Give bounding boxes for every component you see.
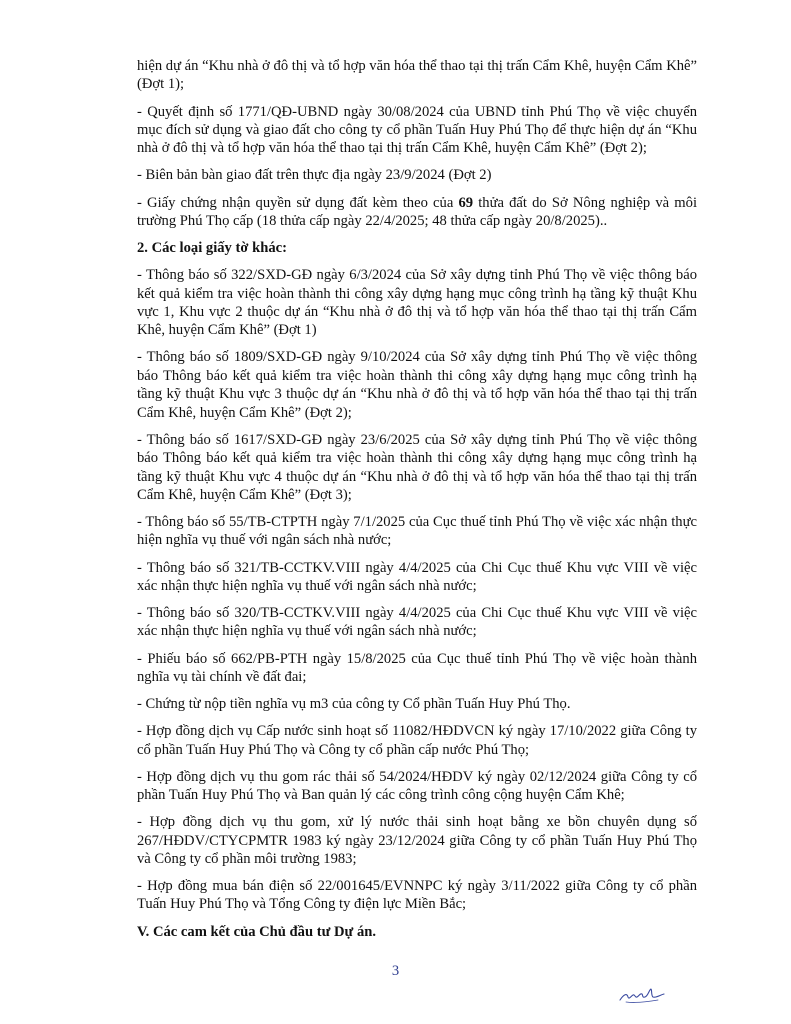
paragraph-electricity-contract: - Hợp đồng mua bán điện số 22/001645/EVNNPC ký ngày 3/11/2022 giữa Công ty cổ phần Tuấn Huy Phú Thọ và Tổng Công ty điện lực Miền Bắc; bbox=[137, 878, 697, 913]
signature-icon bbox=[618, 984, 666, 1006]
paragraph-notice-1617: - Thông báo số 1617/SXD-GĐ ngày 23/6/2025 của Sở xây dựng tỉnh Phú Thọ về việc thông báo Thông báo kết quả kiểm tra việc hoàn thành thi công xây dựng hạng mục công trình hạ tầng kỹ thuật Khu vực 4 thuộc dự án “Khu nhà ở đô thị và tổ hợp văn hóa thể thao tại thị trấn Cẩm Khê, huyện Cẩm Khê” (Đợt 3); bbox=[137, 431, 697, 503]
paragraph-decision-continuation: hiện dự án “Khu nhà ở đô thị và tổ hợp văn hóa thể thao tại thị trấn Cẩm Khê, huyện Cẩm Khê” (Đợt 1); bbox=[137, 58, 697, 93]
paragraph-notice-55: - Thông báo số 55/TB-CTPTH ngày 7/1/2025 của Cục thuế tỉnh Phú Thọ về việc xác nhận thực hiện nghĩa vụ thuế với ngân sách nhà nước; bbox=[137, 514, 697, 549]
paragraph-waste-contract: - Hợp đồng dịch vụ thu gom rác thải số 54/2024/HĐDV ký ngày 02/12/2024 giữa Công ty cổ phần Tuấn Huy Phú Thọ và Ban quản lý các công trình công cộng huyện Cẩm Khê; bbox=[137, 768, 697, 804]
paragraph-notice-322: - Thông báo số 322/SXD-GĐ ngày 6/3/2024 của Sở xây dựng tỉnh Phú Thọ về việc thông báo kết quả kiểm tra việc hoàn thành thi công xây dựng hạng mục công trình hạ tầng kỹ thuật Khu vực 1, Khu vực 2 thuộc dự án “Khu nhà ở đô thị và tổ hợp văn hóa thể thao tại thị trấn Cẩm Khê, huyện Cẩm Khê” (Đợt 1) bbox=[137, 267, 697, 339]
paragraph-land-handover: - Biên bản bàn giao đất trên thực địa ngày 23/9/2024 (Đợt 2) bbox=[137, 167, 492, 184]
gcn-text-before: - Giấy chứng nhận quyền sử dụng đất kèm theo của bbox=[137, 194, 459, 211]
paragraph-receipt-662: - Phiếu báo số 662/PB-PTH ngày 15/8/2025 của Cục thuế tỉnh Phú Thọ về việc hoàn thành nghĩa vụ tài chính về đất đai; bbox=[137, 650, 697, 685]
page-number: 3 bbox=[391, 963, 400, 979]
paragraph-payment-voucher: - Chứng từ nộp tiền nghĩa vụ m3 của công ty Cổ phần Tuấn Huy Phú Thọ. bbox=[137, 696, 571, 713]
paragraph-wastewater-contract: - Hợp đồng dịch vụ thu gom, xử lý nước thải sinh hoạt bằng xe bồn chuyên dụng số 267/HĐDV/CTYCPMTR 1983 ký ngày 23/12/2024 giữa Công ty cổ phần Tuấn Huy Phú Thọ và Công ty cổ phần môi trường 1983; bbox=[137, 814, 697, 867]
section-heading-commitments: V. Các cam kết của Chủ đầu tư Dự án. bbox=[137, 923, 377, 940]
paragraph-water-contract: - Hợp đồng dịch vụ Cấp nước sinh hoạt số 11082/HĐDVCN ký ngày 17/10/2022 giữa Công ty cổ phần Tuấn Huy Phú Thọ và Công ty cổ phần cấp nước Phú Thọ; bbox=[137, 723, 697, 758]
paragraph-land-certificates bbox=[137, 194, 697, 231]
document-body bbox=[137, 57, 697, 950]
gcn-text-after: thửa đất do Sở Nông nghiệp và môi trường Phú Thọ cấp (18 thửa cấp ngày 22/4/2025; 48 thửa cấp ngày 20/8/2025).. bbox=[137, 194, 698, 229]
paragraph-notice-321: - Thông báo số 321/TB-CCTKV.VIII ngày 4/4/2025 của Chi Cục thuế Khu vực VIII về việc xác nhận thực hiện nghĩa vụ thuế với ngân sách nhà nước; bbox=[137, 559, 697, 594]
gcn-plot-count: 69 bbox=[458, 194, 474, 211]
section-heading-other-documents: 2. Các loại giấy tờ khác: bbox=[137, 240, 287, 256]
paragraph-notice-1809: - Thông báo số 1809/SXD-GĐ ngày 9/10/2024 của Sở xây dựng tỉnh Phú Thọ về việc thông báo Thông báo kết quả kiểm tra việc hoàn thành thi công xây dựng hạng mục công trình hạ tầng kỹ thuật Khu vực 3 thuộc dự án “Khu nhà ở đô thị và tổ hợp văn hóa thể thao tại thị trấn Cẩm Khê, huyện Cẩm Khê” (Đợt 2); bbox=[137, 349, 697, 421]
paragraph-notice-320: - Thông báo số 320/TB-CCTKV.VIII ngày 4/4/2025 của Chi Cục thuế Khu vực VIII về việc xác nhận thực hiện nghĩa vụ thuế với ngân sách nhà nước; bbox=[137, 605, 697, 640]
paragraph-decision-1771: - Quyết định số 1771/QĐ-UBND ngày 30/08/2024 của UBND tỉnh Phú Thọ về việc chuyển mục đích sử dụng và giao đất cho công ty cổ phần Tuấn Huy Phú Thọ để thực hiện dự án “Khu nhà ở đô thị và tổ hợp văn hóa thể thao tại thị trấn Cẩm Khê, huyện Cẩm Khê” (Đợt 2); bbox=[137, 103, 697, 157]
